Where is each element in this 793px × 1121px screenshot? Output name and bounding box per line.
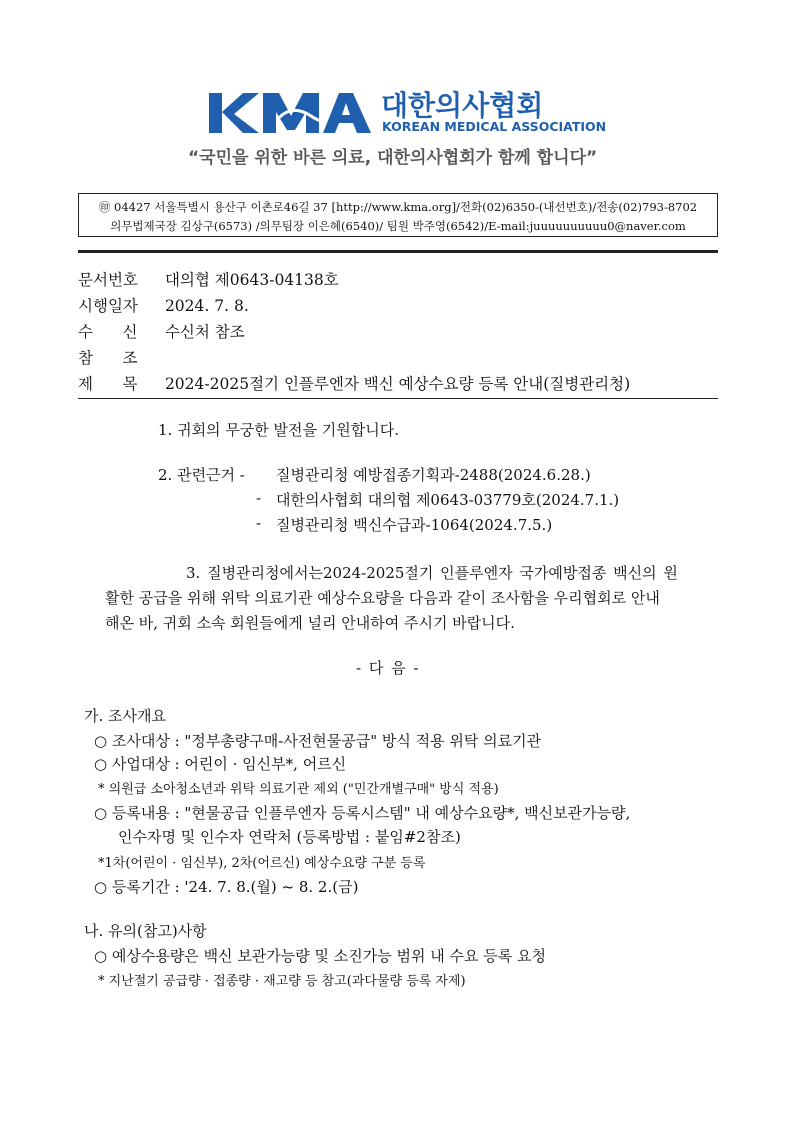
meta-label: 제 목 xyxy=(78,375,138,393)
meta-label: 수 신 xyxy=(78,323,138,341)
paragraph-1: 1. 귀회의 무궁한 발전을 기원합니다. xyxy=(158,421,400,439)
section-ga-item-continued: 인수자명 및 인수자 연락처 (등록방법 : 붙임#2참조) xyxy=(118,828,461,846)
paragraph-3-line-1: 3. 질병관리청에서는2024-2025절기 인플루엔자 국가예방접종 백신의 원 xyxy=(186,564,678,582)
paragraph-2-prefix: 2. 관련근거 - xyxy=(158,466,245,484)
meta-date xyxy=(78,294,249,316)
section-na-item: ○ 예상수용량은 백신 보관가능량 및 소진가능 범위 내 수요 등록 요청 xyxy=(94,947,547,965)
logo-korean-name: 대한의사협회 xyxy=(381,89,544,122)
divider xyxy=(78,398,718,399)
kma-logo-mark xyxy=(207,90,375,136)
paragraph-3-line-3: 해온 바, 귀회 소속 회원들에게 널리 안내하여 주시기 바랍니다. xyxy=(105,614,515,632)
section-na-title: 나. 유의(참고)사항 xyxy=(84,922,207,940)
reference-item: 질병관리청 예방접종기획과-2488(2024.6.28.) xyxy=(276,466,591,484)
meta-label: 시행일자 xyxy=(78,297,138,315)
address-box xyxy=(78,193,718,237)
meta-value: 수신처 참조 xyxy=(164,323,245,341)
address-line-2: 의무법제국장 김상구(6573) /의무팀장 이은혜(6540)/ 팀원 박주영(6542)/E-mail:juuuuuuuuuu0@naver.com xyxy=(110,219,686,233)
paragraph-3-line-2: 활한 공급을 위해 위탁 의료기관 예상수요량을 다음과 같이 조사함을 우리협회로 안내 xyxy=(105,589,660,607)
section-ga-item: ○ 조사대상 : "정부총량구매-사전현물공급" 방식 적용 위탁 의료기관 xyxy=(94,732,542,750)
meta-value: 2024. 7. 8. xyxy=(164,297,249,315)
section-ga-title: 가. 조사개요 xyxy=(84,707,166,725)
meta-label: 문서번호 xyxy=(78,271,138,289)
slogan: “국민을 위한 바른 의료, 대한의사협회가 함께 합니다” xyxy=(188,148,598,168)
meta-value: 대의협 제0643-04138호 xyxy=(164,271,339,289)
meta-subject xyxy=(78,372,630,394)
meta-value: 2024-2025절기 인플루엔자 백신 예상수요량 등록 안내(질병관리청) xyxy=(164,375,631,393)
section-ga-note: * 의원급 소아청소년과 위탁 의료기관 제외 ("민간개별구매" 방식 적용) xyxy=(98,782,499,797)
section-ga-note: *1차(어린이 · 임신부), 2차(어르신) 예상수요량 구분 등록 xyxy=(98,856,426,871)
address-line-1: ㊞ 04427 서울특별시 용산구 이촌로46길 37 [http://www.kma.org]/전화(02)6350-(내선번호)/전송(02)793-8702 xyxy=(98,200,698,214)
logo-english-name: KOREAN MEDICAL ASSOCIATION xyxy=(382,119,607,134)
section-ga-item: ○ 등록기간 : '24. 7. 8.(월) ~ 8. 2.(금) xyxy=(94,878,359,896)
meta-recipient xyxy=(78,320,245,342)
reference-item: 대한의사협회 대의협 제0643-03779호(2024.7.1.) xyxy=(276,491,620,509)
meta-label: 참 조 xyxy=(78,349,138,367)
kma-logo xyxy=(207,90,607,138)
next-heading: - 다 음 - xyxy=(356,659,419,677)
reference-dash: - xyxy=(256,514,262,532)
meta-doc-number xyxy=(78,268,339,290)
divider xyxy=(78,250,718,253)
reference-item: 질병관리청 백신수급과-1064(2024.7.5.) xyxy=(276,516,553,534)
meta-reference xyxy=(78,346,165,368)
section-ga-item: ○ 등록내용 : "현물공급 인플루엔자 등록시스템" 내 예상수요량*, 백신보관가능량, xyxy=(94,804,631,822)
section-ga-item: ○ 사업대상 : 어린이 · 임신부*, 어르신 xyxy=(94,755,347,773)
section-na-note: * 지난절기 공급량 · 접종량 · 재고량 등 참고(과다물량 등록 자제) xyxy=(98,974,466,989)
reference-dash: - xyxy=(256,489,262,507)
